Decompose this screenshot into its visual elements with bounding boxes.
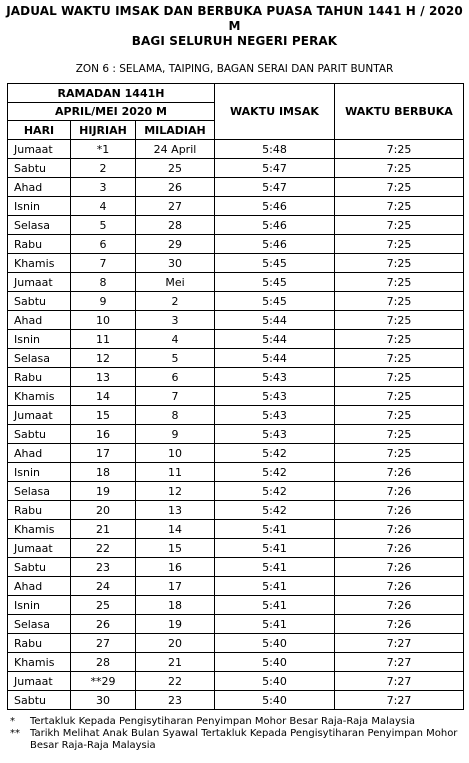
cell-berbuka: 7:27 bbox=[335, 672, 464, 691]
cell-berbuka: 7:26 bbox=[335, 539, 464, 558]
cell-berbuka: 7:27 bbox=[335, 634, 464, 653]
cell-imsak: 5:48 bbox=[215, 140, 335, 159]
cell-berbuka: 7:26 bbox=[335, 596, 464, 615]
cell-miladiah: 4 bbox=[136, 330, 215, 349]
cell-imsak: 5:40 bbox=[215, 634, 335, 653]
cell-berbuka: 7:25 bbox=[335, 159, 464, 178]
cell-hijriah: 4 bbox=[71, 197, 136, 216]
table-row bbox=[8, 615, 464, 634]
table-row bbox=[8, 634, 464, 653]
cell-berbuka: 7:25 bbox=[335, 406, 464, 425]
cell-hari: Rabu bbox=[8, 501, 71, 520]
cell-hijriah: 13 bbox=[71, 368, 136, 387]
cell-imsak: 5:41 bbox=[215, 596, 335, 615]
table-row bbox=[8, 178, 464, 197]
cell-miladiah: 14 bbox=[136, 520, 215, 539]
cell-miladiah: 8 bbox=[136, 406, 215, 425]
cell-imsak: 5:44 bbox=[215, 311, 335, 330]
title-line-1: JADUAL WAKTU IMSAK DAN BERBUKA PUASA TAHUN 1441 H / 2020 M bbox=[6, 4, 463, 33]
cell-imsak: 5:43 bbox=[215, 387, 335, 406]
cell-imsak: 5:43 bbox=[215, 368, 335, 387]
footnote-1 bbox=[10, 716, 465, 728]
table-row bbox=[8, 216, 464, 235]
cell-berbuka: 7:25 bbox=[335, 368, 464, 387]
cell-berbuka: 7:25 bbox=[335, 197, 464, 216]
cell-miladiah: 25 bbox=[136, 159, 215, 178]
footnote-mark: ** bbox=[10, 728, 20, 739]
month-header: APRIL/MEI 2020 M bbox=[8, 103, 215, 121]
cell-miladiah: 19 bbox=[136, 615, 215, 634]
cell-imsak: 5:46 bbox=[215, 197, 335, 216]
cell-hari: Selasa bbox=[8, 349, 71, 368]
cell-berbuka: 7:26 bbox=[335, 463, 464, 482]
cell-hari: Ahad bbox=[8, 444, 71, 463]
cell-berbuka: 7:25 bbox=[335, 387, 464, 406]
cell-hijriah: 19 bbox=[71, 482, 136, 501]
cell-hijriah: 26 bbox=[71, 615, 136, 634]
cell-imsak: 5:42 bbox=[215, 482, 335, 501]
cell-miladiah: 9 bbox=[136, 425, 215, 444]
cell-hijriah: 28 bbox=[71, 653, 136, 672]
cell-miladiah: 28 bbox=[136, 216, 215, 235]
cell-hijriah: 12 bbox=[71, 349, 136, 368]
table-row bbox=[8, 444, 464, 463]
cell-miladiah: 2 bbox=[136, 292, 215, 311]
table-row bbox=[8, 140, 464, 159]
cell-hijriah: 5 bbox=[71, 216, 136, 235]
cell-hari: Jumaat bbox=[8, 406, 71, 425]
table-row bbox=[8, 273, 464, 292]
footnote-text: Tertakluk Kepada Pengisytiharan Penyimpan Mohor Besar Raja-Raja Malaysia bbox=[30, 716, 416, 727]
page-title bbox=[0, 4, 469, 49]
cell-berbuka: 7:26 bbox=[335, 577, 464, 596]
cell-hari: Ahad bbox=[8, 577, 71, 596]
imsak-header: WAKTU IMSAK bbox=[215, 84, 335, 140]
cell-hari: Rabu bbox=[8, 235, 71, 254]
cell-miladiah: 18 bbox=[136, 596, 215, 615]
table-row bbox=[8, 254, 464, 273]
cell-miladiah: 13 bbox=[136, 501, 215, 520]
cell-imsak: 5:43 bbox=[215, 425, 335, 444]
cell-imsak: 5:42 bbox=[215, 463, 335, 482]
table-row bbox=[8, 425, 464, 444]
table-row bbox=[8, 463, 464, 482]
cell-imsak: 5:46 bbox=[215, 235, 335, 254]
cell-hari: Sabtu bbox=[8, 292, 71, 311]
cell-hijriah: *1 bbox=[71, 140, 136, 159]
cell-berbuka: 7:25 bbox=[335, 349, 464, 368]
cell-berbuka: 7:25 bbox=[335, 254, 464, 273]
cell-hijriah: 27 bbox=[71, 634, 136, 653]
cell-hijriah: 6 bbox=[71, 235, 136, 254]
table-row bbox=[8, 672, 464, 691]
cell-imsak: 5:45 bbox=[215, 254, 335, 273]
cell-miladiah: 24 April bbox=[136, 140, 215, 159]
cell-hijriah: 3 bbox=[71, 178, 136, 197]
cell-imsak: 5:42 bbox=[215, 501, 335, 520]
footnote-2 bbox=[10, 728, 465, 752]
cell-berbuka: 7:27 bbox=[335, 691, 464, 710]
table-row bbox=[8, 482, 464, 501]
cell-berbuka: 7:25 bbox=[335, 140, 464, 159]
cell-berbuka: 7:25 bbox=[335, 425, 464, 444]
table-row bbox=[8, 235, 464, 254]
cell-imsak: 5:44 bbox=[215, 330, 335, 349]
table-row bbox=[8, 197, 464, 216]
footnote-mark: * bbox=[10, 716, 15, 727]
cell-hari: Khamis bbox=[8, 653, 71, 672]
cell-berbuka: 7:25 bbox=[335, 330, 464, 349]
table-row bbox=[8, 596, 464, 615]
cell-hijriah: 7 bbox=[71, 254, 136, 273]
cell-miladiah: 3 bbox=[136, 311, 215, 330]
cell-hijriah: 16 bbox=[71, 425, 136, 444]
cell-miladiah: 27 bbox=[136, 197, 215, 216]
cell-hari: Ahad bbox=[8, 178, 71, 197]
cell-hijriah: 8 bbox=[71, 273, 136, 292]
cell-berbuka: 7:25 bbox=[335, 235, 464, 254]
table-row bbox=[8, 330, 464, 349]
table-row bbox=[8, 368, 464, 387]
cell-berbuka: 7:26 bbox=[335, 615, 464, 634]
cell-hari: Sabtu bbox=[8, 558, 71, 577]
cell-hari: Selasa bbox=[8, 615, 71, 634]
cell-hijriah: 15 bbox=[71, 406, 136, 425]
footnotes bbox=[10, 716, 465, 752]
cell-berbuka: 7:25 bbox=[335, 216, 464, 235]
cell-imsak: 5:41 bbox=[215, 539, 335, 558]
cell-hari: Jumaat bbox=[8, 672, 71, 691]
table-row bbox=[8, 691, 464, 710]
cell-imsak: 5:43 bbox=[215, 406, 335, 425]
cell-miladiah: 15 bbox=[136, 539, 215, 558]
schedule-table bbox=[7, 83, 464, 710]
cell-hijriah: 11 bbox=[71, 330, 136, 349]
table-row bbox=[8, 387, 464, 406]
cell-miladiah: 7 bbox=[136, 387, 215, 406]
cell-miladiah: 26 bbox=[136, 178, 215, 197]
cell-hijriah: 14 bbox=[71, 387, 136, 406]
cell-hari: Selasa bbox=[8, 482, 71, 501]
cell-miladiah: 5 bbox=[136, 349, 215, 368]
cell-berbuka: 7:26 bbox=[335, 558, 464, 577]
cell-berbuka: 7:25 bbox=[335, 444, 464, 463]
col-hari-header: HARI bbox=[8, 121, 71, 140]
schedule-body bbox=[8, 140, 464, 710]
footnote-text: Tarikh Melihat Anak Bulan Syawal Tertakluk Kepada Pengisytiharan Penyimpan Mohor Besar Raja-Raja Malaysia bbox=[30, 728, 458, 751]
table-row bbox=[8, 539, 464, 558]
cell-hari: Jumaat bbox=[8, 273, 71, 292]
cell-berbuka: 7:27 bbox=[335, 653, 464, 672]
cell-miladiah: 16 bbox=[136, 558, 215, 577]
cell-hijriah: 23 bbox=[71, 558, 136, 577]
table-row bbox=[8, 520, 464, 539]
table-row bbox=[8, 577, 464, 596]
cell-imsak: 5:47 bbox=[215, 178, 335, 197]
cell-imsak: 5:41 bbox=[215, 558, 335, 577]
cell-hari: Sabtu bbox=[8, 159, 71, 178]
cell-hijriah: 30 bbox=[71, 691, 136, 710]
cell-hari: Isnin bbox=[8, 330, 71, 349]
cell-imsak: 5:42 bbox=[215, 444, 335, 463]
cell-miladiah: 12 bbox=[136, 482, 215, 501]
table-row bbox=[8, 159, 464, 178]
cell-hari: Rabu bbox=[8, 634, 71, 653]
cell-berbuka: 7:25 bbox=[335, 292, 464, 311]
cell-imsak: 5:40 bbox=[215, 672, 335, 691]
cell-imsak: 5:40 bbox=[215, 691, 335, 710]
cell-hari: Sabtu bbox=[8, 425, 71, 444]
cell-hijriah: 18 bbox=[71, 463, 136, 482]
cell-miladiah: 11 bbox=[136, 463, 215, 482]
cell-miladiah: Mei bbox=[136, 273, 215, 292]
cell-hijriah: 2 bbox=[71, 159, 136, 178]
col-miladiah-header: MILADIAH bbox=[136, 121, 215, 140]
cell-hari: Selasa bbox=[8, 216, 71, 235]
cell-imsak: 5:44 bbox=[215, 349, 335, 368]
cell-hari: Sabtu bbox=[8, 691, 71, 710]
berbuka-header: WAKTU BERBUKA bbox=[335, 84, 464, 140]
cell-berbuka: 7:26 bbox=[335, 520, 464, 539]
cell-berbuka: 7:25 bbox=[335, 273, 464, 292]
zone-subtitle: ZON 6 : SELAMA, TAIPING, BAGAN SERAI DAN PARIT BUNTAR bbox=[75, 63, 394, 75]
cell-hijriah: 22 bbox=[71, 539, 136, 558]
table-row bbox=[8, 406, 464, 425]
cell-miladiah: 20 bbox=[136, 634, 215, 653]
cell-imsak: 5:45 bbox=[215, 273, 335, 292]
cell-miladiah: 17 bbox=[136, 577, 215, 596]
table-row bbox=[8, 501, 464, 520]
cell-hijriah: 17 bbox=[71, 444, 136, 463]
cell-hijriah: 25 bbox=[71, 596, 136, 615]
cell-hari: Rabu bbox=[8, 368, 71, 387]
cell-miladiah: 22 bbox=[136, 672, 215, 691]
title-line-2: BAGI SELURUH NEGERI PERAK bbox=[131, 34, 338, 48]
cell-hijriah: 21 bbox=[71, 520, 136, 539]
cell-imsak: 5:40 bbox=[215, 653, 335, 672]
cell-hijriah: 10 bbox=[71, 311, 136, 330]
cell-imsak: 5:41 bbox=[215, 520, 335, 539]
cell-berbuka: 7:26 bbox=[335, 482, 464, 501]
cell-hijriah: 24 bbox=[71, 577, 136, 596]
cell-hari: Ahad bbox=[8, 311, 71, 330]
cell-berbuka: 7:25 bbox=[335, 178, 464, 197]
cell-hari: Khamis bbox=[8, 387, 71, 406]
cell-imsak: 5:46 bbox=[215, 216, 335, 235]
cell-imsak: 5:47 bbox=[215, 159, 335, 178]
col-hijriah-header: HIJRIAH bbox=[71, 121, 136, 140]
cell-miladiah: 23 bbox=[136, 691, 215, 710]
cell-imsak: 5:41 bbox=[215, 615, 335, 634]
ramadan-header: RAMADAN 1441H bbox=[8, 84, 215, 103]
cell-hari: Isnin bbox=[8, 596, 71, 615]
cell-miladiah: 21 bbox=[136, 653, 215, 672]
table-row bbox=[8, 292, 464, 311]
cell-imsak: 5:41 bbox=[215, 577, 335, 596]
cell-hari: Khamis bbox=[8, 520, 71, 539]
cell-hari: Isnin bbox=[8, 197, 71, 216]
cell-hari: Jumaat bbox=[8, 140, 71, 159]
table-row bbox=[8, 653, 464, 672]
table-row bbox=[8, 558, 464, 577]
cell-berbuka: 7:26 bbox=[335, 501, 464, 520]
cell-hijriah: **29 bbox=[71, 672, 136, 691]
table-row bbox=[8, 311, 464, 330]
cell-berbuka: 7:25 bbox=[335, 311, 464, 330]
table-row bbox=[8, 349, 464, 368]
cell-hari: Khamis bbox=[8, 254, 71, 273]
cell-hari: Isnin bbox=[8, 463, 71, 482]
cell-imsak: 5:45 bbox=[215, 292, 335, 311]
cell-miladiah: 30 bbox=[136, 254, 215, 273]
cell-hijriah: 20 bbox=[71, 501, 136, 520]
cell-hijriah: 9 bbox=[71, 292, 136, 311]
cell-miladiah: 29 bbox=[136, 235, 215, 254]
cell-miladiah: 10 bbox=[136, 444, 215, 463]
cell-miladiah: 6 bbox=[136, 368, 215, 387]
cell-hari: Jumaat bbox=[8, 539, 71, 558]
